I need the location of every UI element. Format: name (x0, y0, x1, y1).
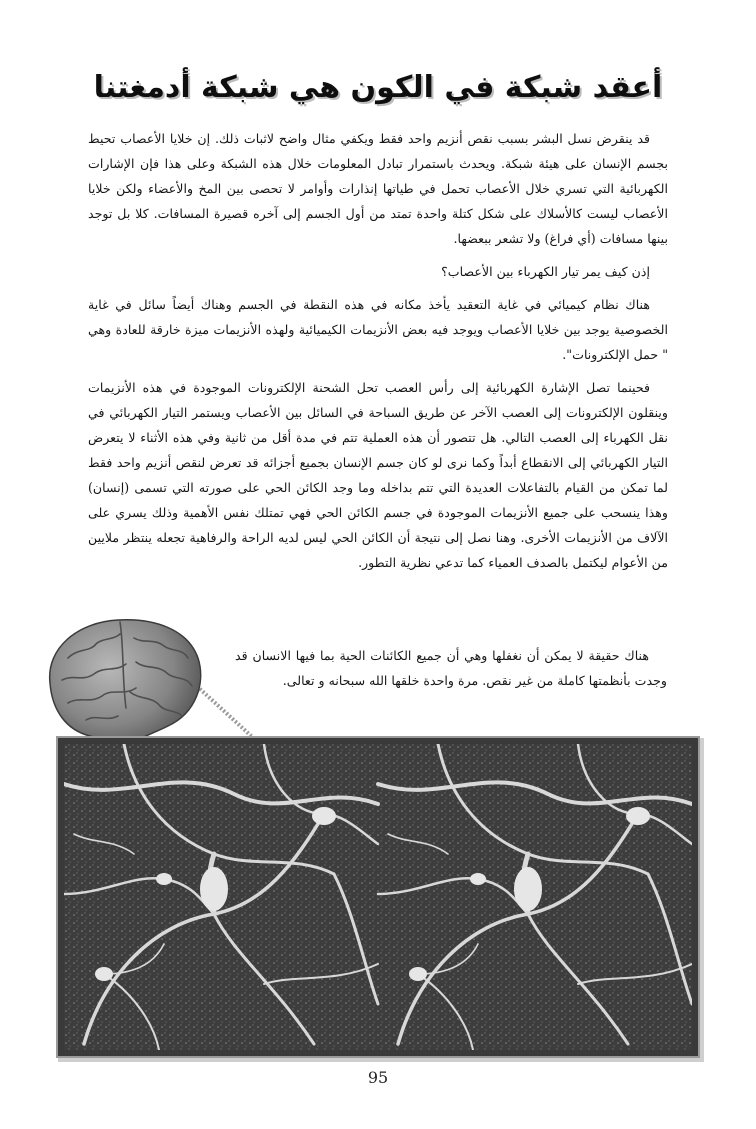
page-number: 95 (367, 1068, 389, 1087)
neuron-network-image (58, 738, 698, 1056)
paragraph-intro: قد ينقرض نسل البشر بسبب نقص أنزيم واحد فقط ويكفي مثال واضح لاثبات ذلك. إن خلايا الأعصاب تحيط بجسم الإنسان على هيئة شبكة. ويحدث باستمرار تبادل المعلومات خلال هذه الشبكة وعلى هذا فإن الإشارات الكهربائية التي تسري خلال الأعصاب تحمل في طياتها إنذارات وأوامر لا تحصى بين المخ والأعضاء ولكن خلايا الأعصاب ليست كالأسلاك على شكل كتلة واحدة تمتد من أول الجسم إلى آخره قصيرة المسافات. كلا بل توجد بينها مسافات (أي فراغ) ولا تشعر ببعضها. (88, 131, 668, 246)
page-title: أعقد شبكة في الكون هي شبكة أدمغتنا (93, 70, 663, 105)
paragraph-electrical-signal: فحينما تصل الإشارة الكهربائية إلى رأس العصب تحل الشحنة الإلكترونات الموجودة في هذه الأنزيمات وينقلون الإلكترونات إلى العصب الآخر عن طريق السباحة في السائل بين الأعصاب ويستمر التيار الكهربائي في نقل الكهرباء إلى العصب التالي. هل تتصور أن هذه العملية تتم في مدة أقل من ثانية وفي هذه الأثناء لا يتعرض التيار الكهربائي إلى الانقطاع أبداً وكما نرى لو كان جسم الإنسان بجميع أجزائه قد تعرض لنقص أنزيم واحد فقط لما تمكن من القيام بالتفاعلات العديدة التي تتم بداخله وما وجد الكائن الحي على صورته التي تسمى (إنسان) وهذا ينسحب على جميع الأنزيمات الموجودة في جسم الكائن الحي فهي تمتلك نفس الأهمية وذلك يسري على الآلاف من الأنزيمات الأخرى. وهنا نصل إلى نتيجة أن الكائن الحي ليس لديه الراحة والرفاهية تجعله ينتظر ملايين من الأعوام ليكتمل بالصدف العمياء كما تدعي نظرية التطور. (88, 380, 668, 570)
article-body (88, 126, 668, 583)
brain-shape (50, 620, 201, 756)
paragraph-closing: هناك حقيقة لا يمكن أن نغفلها وهي أن جميع الكائنات الحية بما فيها الانسان قد وجدت بأنظمتها كاملة من غير نقص. مرة واحدة خلقها الله سبحانه و تعالى. (235, 648, 667, 688)
paragraph-chemical-system: هناك نظام كيميائي في غاية التعقيد يأخذ مكانه في هذه النقطة في الجسم وهناك أيضاً سائل في غاية الخصوصية يوجد بين خلايا الأعصاب ويوجد فيه بعض الأنزيمات الكيميائية ولهذه الأنزيمات ميزة خارقة للعادة وهي " حمل الإلكترونات". (88, 297, 668, 362)
brain-illustration (38, 608, 283, 758)
closing-text (235, 643, 667, 693)
paragraph-question: إذن كيف يمر تيار الكهرباء بين الأعصاب؟ (441, 264, 650, 279)
